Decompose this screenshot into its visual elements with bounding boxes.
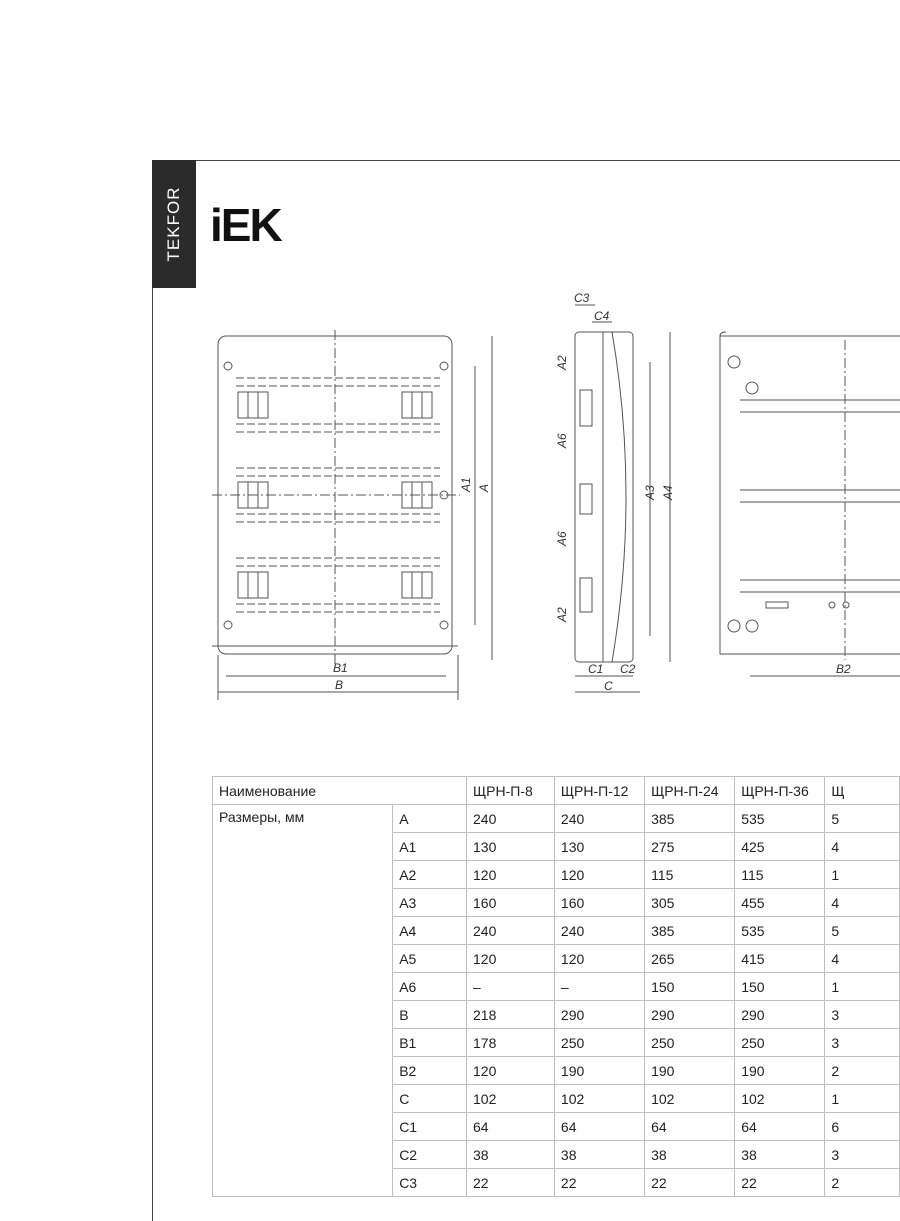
value-cell: 64 [554,1113,644,1141]
value-cell: 4 [825,889,900,917]
value-cell: 115 [735,861,825,889]
value-cell: 22 [735,1169,825,1197]
header-model: ЩРН-П-8 [467,777,555,805]
table-row [213,805,900,833]
value-cell: 240 [467,917,555,945]
value-cell: 102 [554,1085,644,1113]
header-model: ЩРН-П-36 [735,777,825,805]
value-cell: 102 [735,1085,825,1113]
param-cell: B1 [393,1029,467,1057]
svg-text:A6: A6 [555,433,569,448]
value-cell: 305 [645,889,735,917]
value-cell: 425 [735,833,825,861]
value-cell: 130 [554,833,644,861]
value-cell: 120 [467,861,555,889]
value-cell: 64 [645,1113,735,1141]
value-cell: 4 [825,833,900,861]
value-cell: 178 [467,1029,555,1057]
value-cell: 290 [645,1001,735,1029]
value-cell: 265 [645,945,735,973]
value-cell: 250 [735,1029,825,1057]
value-cell: 3 [825,1141,900,1169]
value-cell: 160 [554,889,644,917]
value-cell: 190 [554,1057,644,1085]
group-label: Размеры, мм [213,805,393,1197]
param-cell: A4 [393,917,467,945]
value-cell: 190 [735,1057,825,1085]
param-cell: C [393,1085,467,1113]
value-cell: 38 [467,1141,555,1169]
svg-text:A2: A2 [555,355,569,370]
value-cell: 4 [825,945,900,973]
value-cell: 2 [825,1057,900,1085]
svg-text:A2: A2 [555,607,569,622]
value-cell: 455 [735,889,825,917]
header-model: ЩРН-П-12 [554,777,644,805]
value-cell: 290 [735,1001,825,1029]
value-cell: 64 [467,1113,555,1141]
value-cell: 250 [645,1029,735,1057]
value-cell: 385 [645,805,735,833]
value-cell: 6 [825,1113,900,1141]
value-cell: 240 [467,805,555,833]
svg-text:A4: A4 [661,485,675,500]
svg-text:A3: A3 [643,485,657,500]
value-cell: 2 [825,1169,900,1197]
value-cell: 3 [825,1001,900,1029]
value-cell: 3 [825,1029,900,1057]
value-cell: 535 [735,805,825,833]
value-cell: 64 [735,1113,825,1141]
value-cell: 115 [645,861,735,889]
value-cell: 120 [467,1057,555,1085]
value-cell: 240 [554,805,644,833]
param-cell: C2 [393,1141,467,1169]
value-cell: 22 [467,1169,555,1197]
value-cell: 120 [554,945,644,973]
param-cell: B [393,1001,467,1029]
enclosure-drawing [205,290,900,710]
header-name: Наименование [213,777,467,805]
value-cell: 38 [554,1141,644,1169]
svg-text:C1: C1 [588,662,604,676]
header-model: Щ [825,777,900,805]
value-cell: 38 [735,1141,825,1169]
value-cell: 1 [825,861,900,889]
value-cell: 535 [735,917,825,945]
value-cell: 415 [735,945,825,973]
table-header-row [213,777,900,805]
param-cell: A6 [393,973,467,1001]
value-cell: 1 [825,973,900,1001]
value-cell: – [554,973,644,1001]
svg-text:A: A [477,483,491,492]
param-cell: B2 [393,1057,467,1085]
param-cell: C3 [393,1169,467,1197]
value-cell: 38 [645,1141,735,1169]
header-model: ЩРН-П-24 [645,777,735,805]
value-cell: 150 [645,973,735,1001]
svg-text:C3: C3 [574,291,590,305]
value-cell: 240 [554,917,644,945]
value-cell: 5 [825,917,900,945]
value-cell: 250 [554,1029,644,1057]
value-cell: 130 [467,833,555,861]
value-cell: 275 [645,833,735,861]
param-cell: A1 [393,833,467,861]
front-view [212,330,492,700]
svg-text:A1: A1 [459,477,473,492]
value-cell: 102 [467,1085,555,1113]
value-cell: 190 [645,1057,735,1085]
value-cell: 385 [645,917,735,945]
value-cell: 160 [467,889,555,917]
series-label: TEKFOR [164,186,183,262]
svg-text:B: B [335,678,344,692]
svg-text:C2: C2 [620,662,636,676]
svg-text:B1: B1 [333,661,348,675]
value-cell: 22 [554,1169,644,1197]
value-cell: 1 [825,1085,900,1113]
back-view [720,332,900,676]
svg-text:C4: C4 [594,309,610,323]
value-cell: – [467,973,555,1001]
svg-text:A6: A6 [555,531,569,546]
value-cell: 218 [467,1001,555,1029]
value-cell: 102 [645,1085,735,1113]
param-cell: A [393,805,467,833]
value-cell: 120 [554,861,644,889]
param-cell: A5 [393,945,467,973]
param-cell: A2 [393,861,467,889]
svg-text:B2: B2 [836,662,851,676]
value-cell: 290 [554,1001,644,1029]
value-cell: 150 [735,973,825,1001]
value-cell: 22 [645,1169,735,1197]
dimensions-table [212,776,900,1197]
iek-logo: iEK [210,199,281,251]
value-cell: 120 [467,945,555,973]
param-cell: A3 [393,889,467,917]
param-cell: C1 [393,1113,467,1141]
series-tab [152,160,196,288]
svg-text:C: C [604,679,613,693]
value-cell: 5 [825,805,900,833]
